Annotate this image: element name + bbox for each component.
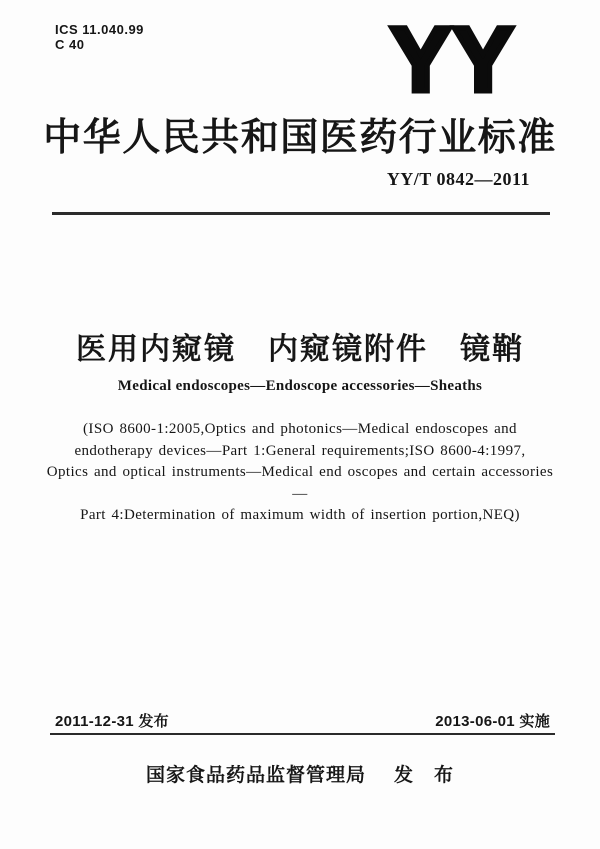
ics-classification [55, 22, 144, 53]
standard-number: YY/T 0842—2011 [386, 169, 530, 189]
publisher-name: 国家食品药品监督管理局 [145, 765, 366, 786]
iso-reference-line: Optics and optical instruments—Medical end oscopes and certain accessories— [46, 464, 554, 502]
iso-reference-note [45, 419, 555, 527]
yy-standard-logo: YY [390, 9, 515, 111]
document-title-chinese: 医用内窥镜 内窥镜附件 镜鞘 [76, 333, 524, 366]
standard-class-title: 中华人民共和国医药行业标准 [43, 117, 557, 159]
publisher-row [0, 760, 600, 787]
iso-reference-line: endotherapy devices—Part 1:General requirements;ISO 8600-4:1997, [74, 442, 526, 459]
issue-date: 2011-12-31 发布 [55, 713, 169, 730]
ics-code: ICS 11.040.99 [55, 22, 144, 37]
ccs-code: C 40 [55, 37, 85, 53]
iso-reference-line: (ISO 8600-1:2005,Optics and photonics—Medical endoscopes and [83, 421, 517, 437]
footer-divider-line [50, 733, 555, 735]
release-label: 发 布 [394, 765, 455, 786]
implementation-date: 2013-06-01 实施 [435, 713, 550, 730]
header-divider-line [52, 212, 550, 215]
iso-reference-line: Part 4:Determination of maximum width of insertion portion,NEQ) [80, 507, 520, 523]
document-title-english: Medical endoscopes—Endoscope accessories—Sheaths [117, 378, 483, 394]
